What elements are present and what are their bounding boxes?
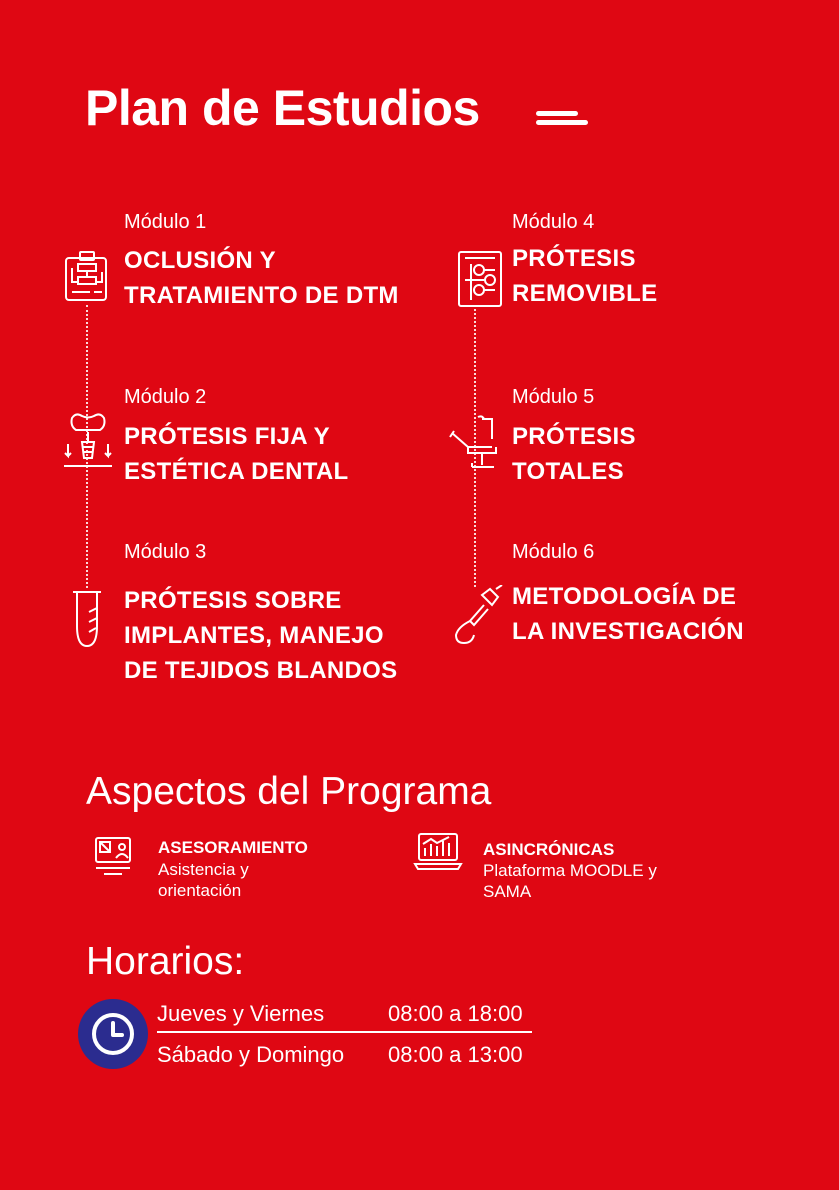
aspects-section-title: Aspectos del Programa: [86, 770, 492, 813]
aspect-2-desc-line2: SAMA: [483, 882, 532, 901]
module-4-title-line2: REMOVIBLE: [512, 280, 658, 307]
schedule-row-2-hours: 08:00 a 13:00: [388, 1042, 523, 1067]
title-underline-bars: [536, 111, 588, 131]
schedule-section-title: Horarios:: [86, 940, 245, 983]
module-5-title-line1: PRÓTESIS: [512, 423, 636, 450]
dental-drill-icon: [452, 585, 504, 645]
schedule-row-1-hours: 08:00 a 18:00: [388, 1001, 523, 1026]
module-4-title-line1: PRÓTESIS: [512, 245, 636, 272]
clock-icon: [78, 999, 148, 1069]
dental-chair-icon: [448, 413, 500, 475]
dental-crown-implant-icon: [62, 410, 114, 474]
module-3-label: Módulo 3: [124, 541, 207, 563]
schedule-row-1-days: Jueves y Viernes: [157, 1001, 325, 1026]
module-2-label: Módulo 2: [124, 386, 207, 408]
module-5-title-line2: TOTALES: [512, 458, 624, 485]
module-4-label: Módulo 4: [512, 211, 595, 233]
clock-badge: [78, 999, 148, 1069]
module-1-title-line1: OCLUSIÓN Y: [124, 247, 276, 274]
aspect-2-desc-line1: Plataforma MOODLE y: [483, 861, 657, 880]
module-2-title-line1: PRÓTESIS FIJA Y: [124, 423, 330, 450]
presentation-screen-icon: [94, 836, 132, 876]
schedule-divider: [157, 1031, 532, 1033]
laptop-chart-icon: [413, 832, 463, 872]
aspect-2-heading: ASINCRÓNICAS: [483, 840, 615, 859]
document-chart-icon: [457, 250, 503, 308]
module-2-title-line2: ESTÉTICA DENTAL: [124, 458, 349, 485]
module-6-title-line2: LA INVESTIGACIÓN: [512, 618, 744, 645]
module-1-label: Módulo 1: [124, 211, 207, 233]
module-5-label: Módulo 5: [512, 386, 595, 408]
module-3-title-line1: PRÓTESIS SOBRE: [124, 587, 342, 614]
aspect-1-desc-line2: orientación: [158, 881, 242, 900]
schedule-row-2-days: Sábado y Domingo: [157, 1042, 345, 1067]
module-3-title-line3: DE TEJIDOS BLANDOS: [124, 657, 398, 684]
implant-screw-icon: [72, 588, 102, 650]
aspect-1-heading: ASESORAMIENTO: [158, 838, 308, 857]
module-3-title-line2: IMPLANTES, MANEJO: [124, 622, 384, 649]
module-6-title-line1: METODOLOGÍA DE: [512, 583, 737, 610]
aspect-1-desc-line1: Asistencia y: [158, 860, 249, 879]
page-title: Plan de Estudios: [85, 80, 480, 136]
module-6-label: Módulo 6: [512, 541, 595, 563]
workflow-diagram-icon: [62, 250, 114, 304]
module-1-title-line2: TRATAMIENTO DE DTM: [124, 282, 399, 309]
